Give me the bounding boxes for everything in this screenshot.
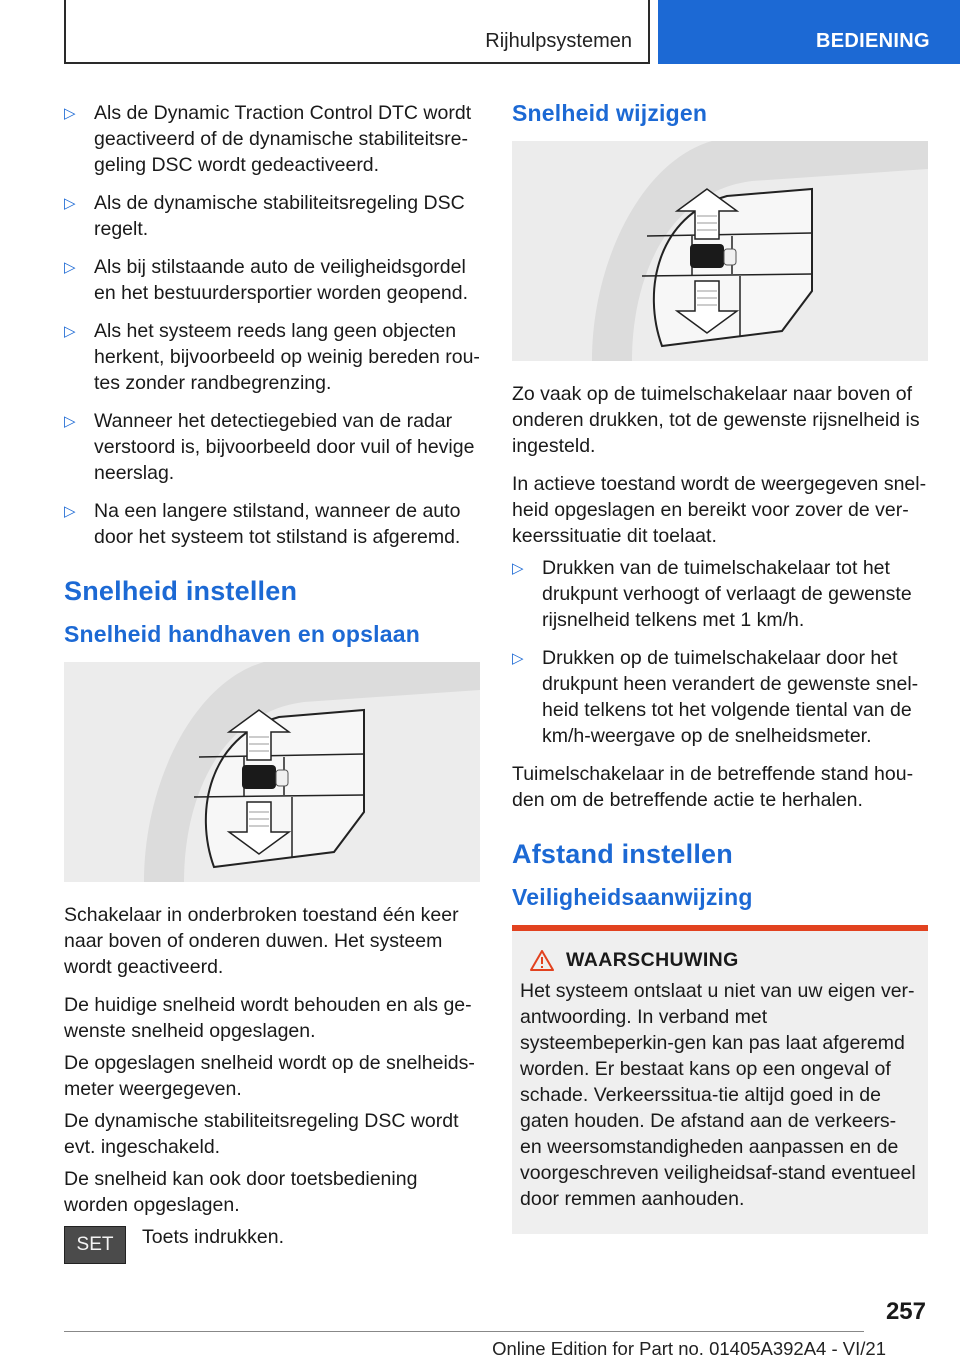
list-item: ▷ Als het systeem reeds lang geen objecten herkent, bijvoorbeeld op weinig bereden rou‐tes zonder randbegrenzing.	[64, 320, 480, 394]
section-heading-distance: Afstand instellen	[512, 839, 733, 869]
list-item: ▷ Als de dynamische stabiliteitsregeling DSC regelt.	[64, 192, 465, 240]
header-chapter-tab: BEDIENING	[658, 0, 960, 64]
paragraph: Zo vaak op de tuimelschakelaar naar boven of onderen drukken, tot de gewenste rijsnelheid is ingesteld.	[512, 383, 920, 457]
header-section-title: Rijhulpsystemen	[485, 30, 632, 52]
warning-text: Het systeem ontslaat u niet van uw eigen ver‐antwoording. In verband met systeembeperkin‐gen kan pas laat afgeremd worden. Er bestaat kans op een ongeval of schade. Verkeerssitua‐tie altijd goed in de gaten houden. De afstand aan de verkeers- en weersomstandigheden aanpassen en de voorgeschreven veiligheidsaf‐stand eventueel door remmen aanhouden.	[520, 980, 916, 1210]
triangle-bullet-icon: ▷	[512, 560, 524, 577]
set-button-row	[64, 1224, 480, 1274]
subheading-change-speed: Snelheid wijzigen	[512, 100, 708, 126]
warning-box	[512, 925, 928, 1234]
triangle-bullet-icon: ▷	[64, 195, 76, 212]
steering-wheel-switch-icon	[64, 662, 480, 882]
triangle-bullet-icon: ▷	[64, 323, 76, 340]
subheading-maintain-store: Snelheid handhaven en opslaan	[64, 621, 420, 647]
list-item: ▷ Drukken van de tuimelschakelaar tot het drukpunt verhoogt of verlaagt de gewenste rijsnelheid telkens met 1 km/h.	[512, 557, 912, 631]
triangle-bullet-icon: ▷	[64, 259, 76, 276]
header-section-box	[64, 0, 650, 64]
steering-switch-illustration-2	[512, 141, 928, 361]
paragraph: De opgeslagen snelheid wordt op de snelheids‐meter weergegeven.	[64, 1052, 475, 1100]
paragraph: De dynamische stabiliteitsregeling DSC wordt evt. ingeschakeld.	[64, 1110, 459, 1158]
list-item: ▷ Wanneer het detectiegebied van de radar verstoord is, bijvoorbeeld door vuil of hevige neerslag.	[64, 410, 475, 484]
left-column	[64, 100, 480, 1274]
edition-text: Online Edition for Part no. 01405A392A4 - VI/21	[492, 1338, 886, 1359]
list-item: ▷ Na een langere stilstand, wanneer de auto door het systeem tot stilstand is afgeremd.	[64, 500, 461, 548]
paragraph: Schakelaar in onderbroken toestand één keer naar boven of onderen duwen. Het systeem wordt geactiveerd.	[64, 904, 459, 978]
warning-title: WAARSCHUWING	[520, 949, 920, 972]
paragraph: In actieve toestand wordt de weergegeven snel‐heid opgeslagen en bereikt voor zover de ver‐keerssituatie dit toelaat.	[512, 473, 927, 547]
paragraph: Tuimelschakelaar in de betreffende stand hou‐den om de betreffende actie te herhalen.	[512, 763, 914, 811]
paragraph: De snelheid kan ook door toetsbediening worden opgeslagen.	[64, 1168, 418, 1216]
set-button-icon: SET	[64, 1226, 126, 1264]
triangle-bullet-icon: ▷	[64, 413, 76, 430]
page-number: 257	[885, 1298, 926, 1325]
section-heading-speed-set: Snelheid instellen	[64, 576, 298, 606]
paragraph: De huidige snelheid wordt behouden en als ge‐wenste snelheid opgeslagen.	[64, 994, 472, 1042]
right-column	[512, 100, 928, 1234]
steering-wheel-switch-icon	[512, 141, 928, 361]
list-item: ▷ Als bij stilstaande auto de veiligheidsgordel en het bestuurdersportier worden geopend.	[64, 256, 469, 304]
subheading-safety: Veiligheidsaanwijzing	[512, 884, 753, 910]
triangle-bullet-icon: ▷	[64, 105, 76, 122]
triangle-bullet-icon: ▷	[512, 650, 524, 667]
triangle-bullet-icon: ▷	[64, 503, 76, 520]
warning-triangle-icon	[530, 950, 554, 971]
steering-switch-illustration	[64, 662, 480, 882]
list-item: ▷ Als de Dynamic Traction Control DTC wordt geactiveerd of de dynamische stabiliteitsre‐geling DSC wordt gedeactiveerd.	[64, 102, 472, 176]
list-item: ▷ Drukken op de tuimelschakelaar door het drukpunt heen verandert de gewenste snel‐heid telkens tot het volgende tiental van de km/h-weergave op de snelheidsmeter.	[512, 647, 919, 747]
footer-divider	[64, 1331, 864, 1332]
set-button-text: Toets indrukken.	[142, 1226, 284, 1248]
